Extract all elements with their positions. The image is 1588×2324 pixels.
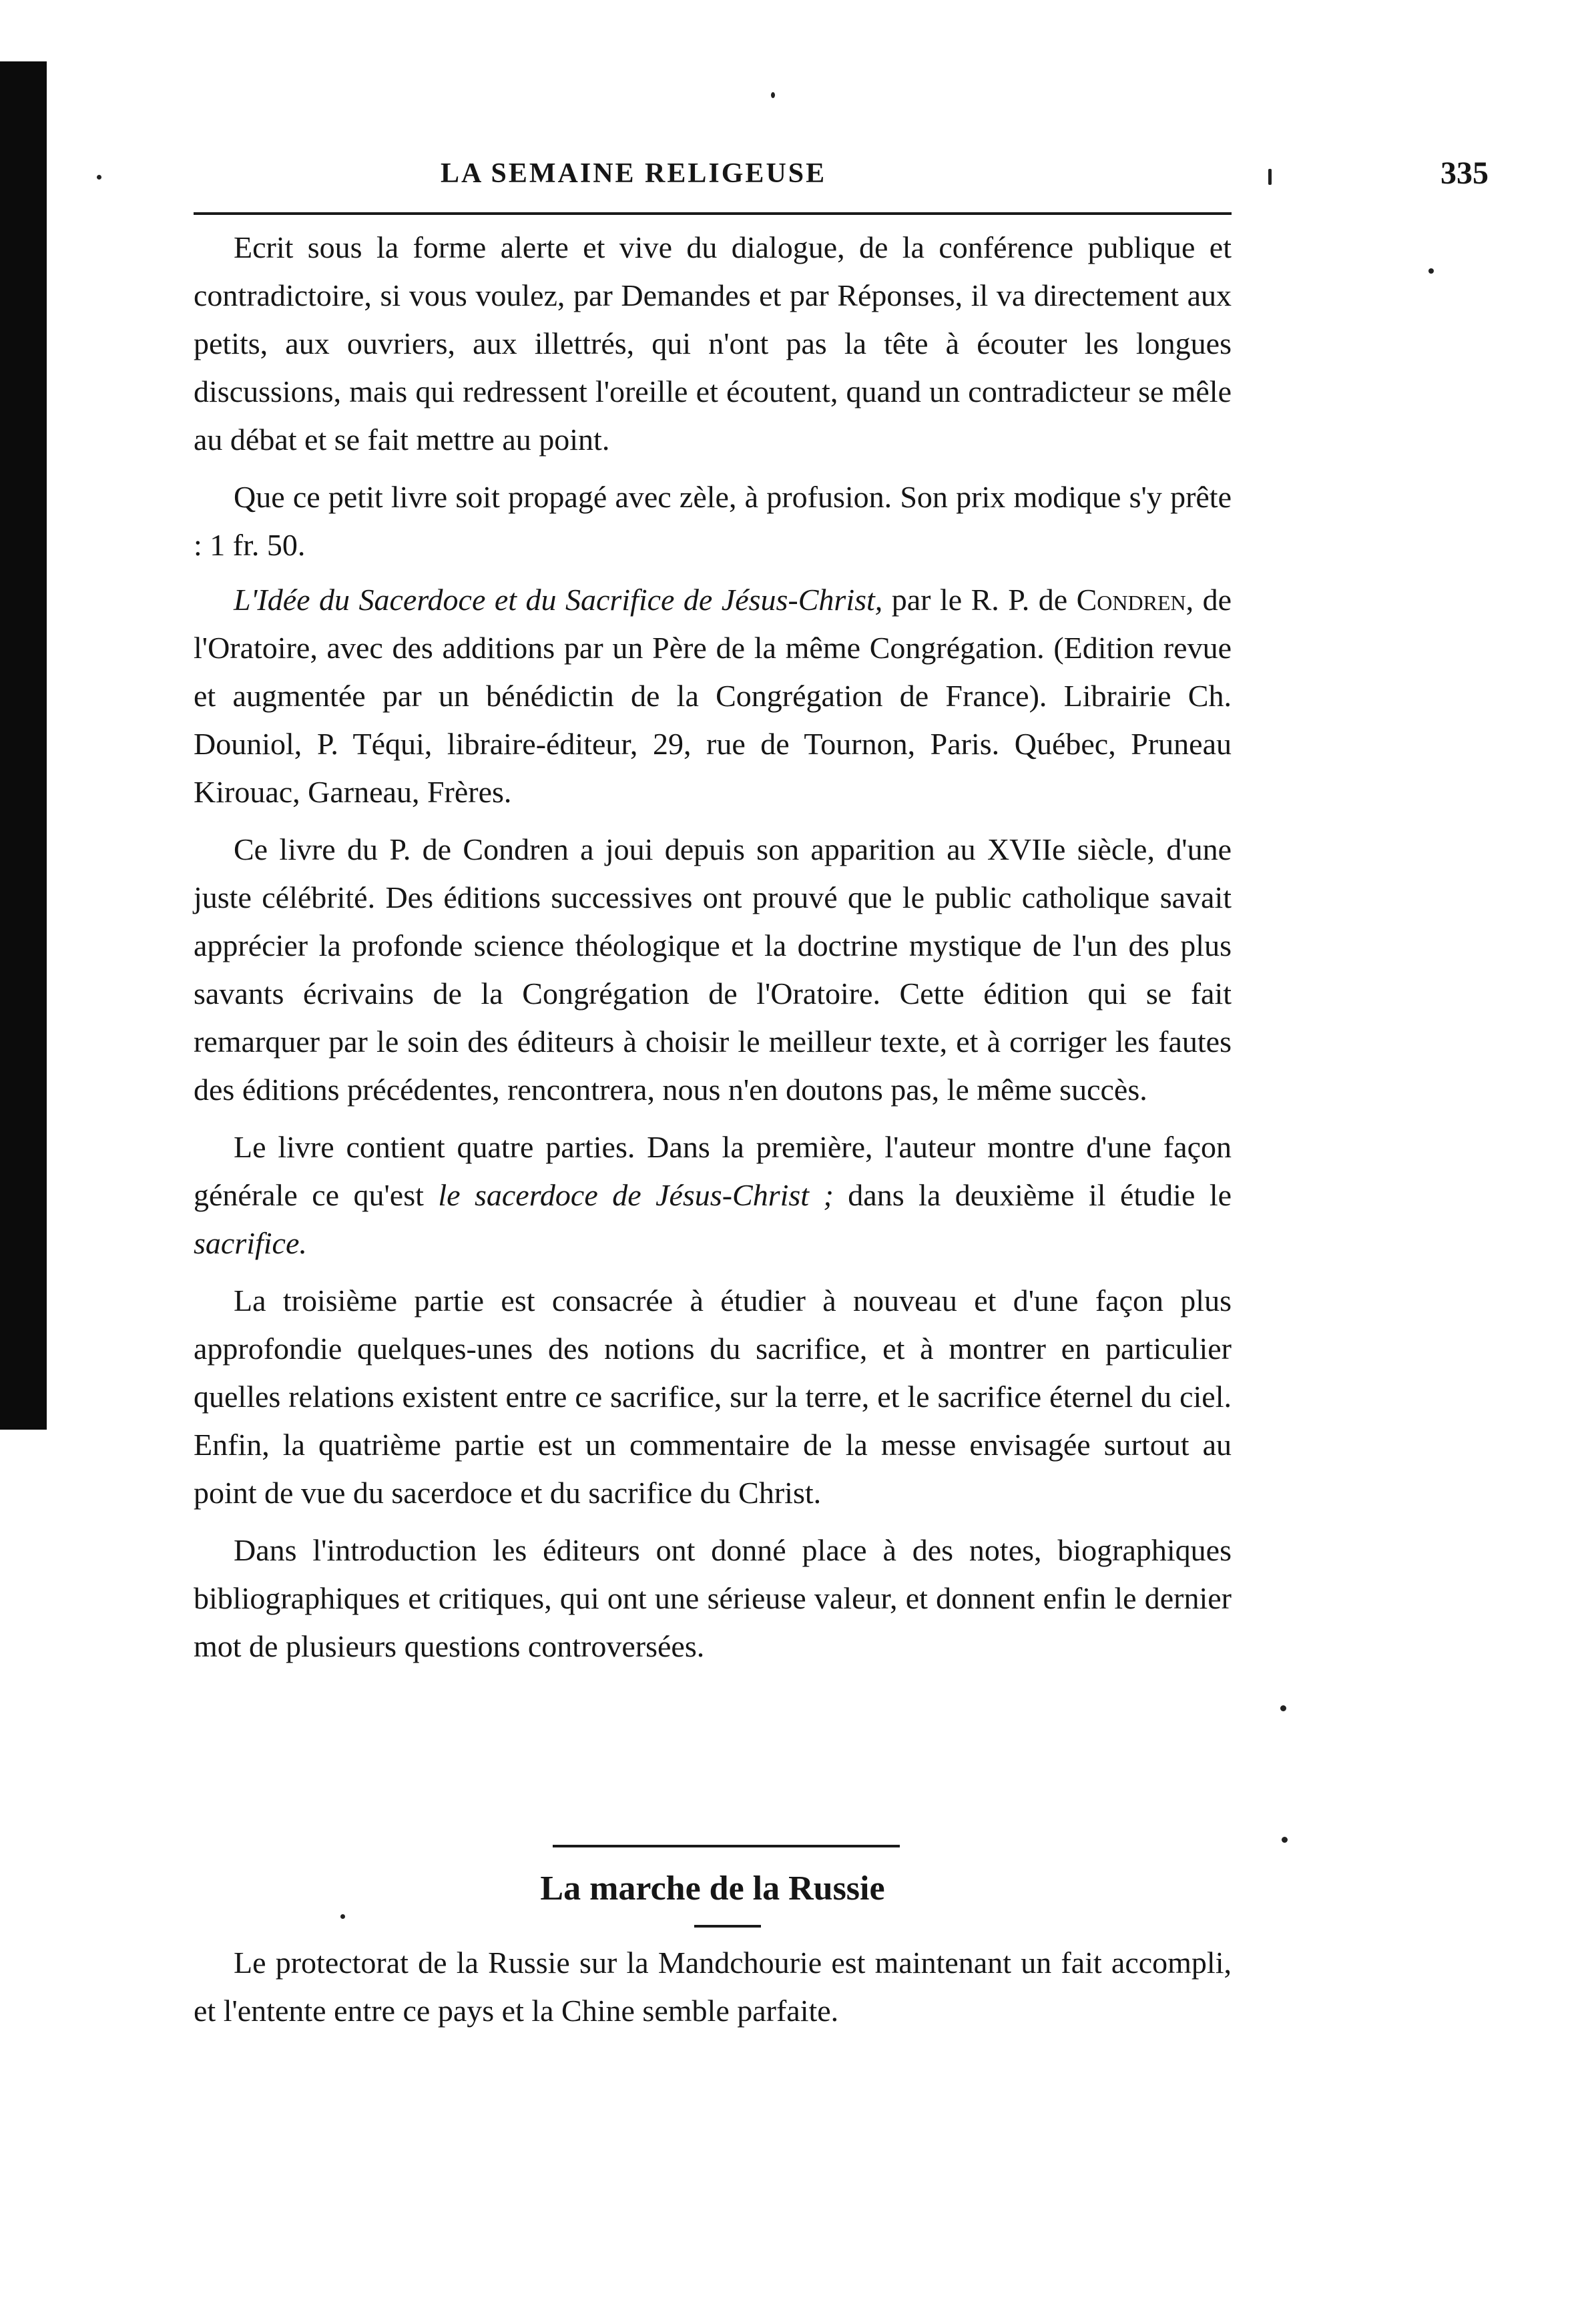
article-body [194, 224, 1232, 1671]
paragraph-four-parts [194, 1123, 1232, 1267]
book-title: L'Idée du Sacerdoce et du Sacrifice de Jésus-Christ, [234, 583, 883, 617]
section-separator-rule [553, 1845, 900, 1847]
section-title: La marche de la Russie [540, 1869, 885, 1908]
paragraph-condren-book: Ce livre du P. de Condren a joui depuis son apparition au XVIIe siècle, d'une juste célébrité. Des éditions successives ont prouvé que le public catholique savait apprécier la profonde science théologique et la doctrine mystique de l'un des plus savants écrivains de la Congrégation de l'Oratoire. Cette édition qui se fait remarquer par le soin des éditeurs à choisir le meilleur texte, et à corriger les fautes des éditions précédentes, rencontrera, nous n'en doutons pas, le même succès. [194, 832, 1232, 1107]
four-parts-text-2: dans la deuxième il étudie le [848, 1178, 1232, 1212]
four-parts-sacrifice: sacrifice. [194, 1226, 307, 1260]
page-number: 335 [1440, 156, 1489, 191]
scan-speck [340, 1914, 345, 1919]
paragraph-introduction: Dans l'introduction les éditeurs ont donné place à des notes, biographiques bibliographiques et critiques, qui ont une sérieuse valeur, et donnent enfin le dernier mot de plusieurs questions controversées. [194, 1533, 1232, 1663]
section-body [194, 1939, 1232, 2035]
header-rule [194, 212, 1232, 215]
scan-speck [1282, 1837, 1288, 1843]
scan-speck [97, 175, 101, 180]
four-parts-text: Le livre contient quatre parties. Dans la première, l'auteur montre d'une façon générale ce qu'est [194, 1130, 1232, 1212]
running-header-title: LA SEMAINE RELIGEUSE [441, 158, 827, 189]
book-by: par le R. P. de [891, 583, 1068, 617]
paragraph-dialogue: Ecrit sous la forme alerte et vive du dialogue, de la conférence publique et contradictoire, si vous voulez, par Demandes et par Réponses, il va directement aux petits, aux ouvriers, aux illettrés, qui n'ont pas la tête à écouter les longues discussions, mais qui redressent l'oreille et écoutent, quand un contradicteur se mêle au débat et se fait mettre au point. [194, 230, 1232, 457]
scan-speck [1280, 1705, 1286, 1711]
scan-speck [1268, 169, 1272, 185]
paragraph-price: Que ce petit livre soit propagé avec zèle, à profusion. Son prix modique s'y prête : 1 fr. 50. [194, 480, 1232, 562]
paragraph-third-part: La troisième partie est consacrée à étudier à nouveau et d'une façon plus approfondie quelques-unes des notions du sacrifice, et à montrer en particulier quelles relations existent entre ce sacrifice, sur la terre, et le sacrifice éternel du ciel. Enfin, la quatrième partie est un commentaire de la messe envisagée surtout au point de vue du sacerdoce et du sacrifice du Christ. [194, 1283, 1232, 1510]
scan-speck [771, 92, 775, 98]
book-author: Condren [1076, 583, 1186, 617]
book-publication-details: , de l'Oratoire, avec des additions par un Père de la même Congrégation. (Edition revue et augmentée par un bénédictin de la Congrégation de France). Librairie Ch. Douniol, P. Téqui, libraire-éditeur, 29, rue de Tournon, Paris. Québec, Pruneau Kirouac, Garneau, Frères. [194, 583, 1232, 809]
running-header [441, 152, 1489, 199]
scan-speck [1428, 268, 1434, 274]
section-title-dash [694, 1925, 761, 1928]
four-parts-sacerdoce: le sacerdoce de Jésus-Christ ; [438, 1178, 834, 1212]
paragraph-russia: Le protectorat de la Russie sur la Mandchourie est maintenant un fait accompli, et l'entente entre ce pays et la Chine semble parfaite. [194, 1946, 1232, 2028]
binding-edge-shadow [0, 61, 47, 1430]
paragraph-book-entry [194, 576, 1232, 816]
